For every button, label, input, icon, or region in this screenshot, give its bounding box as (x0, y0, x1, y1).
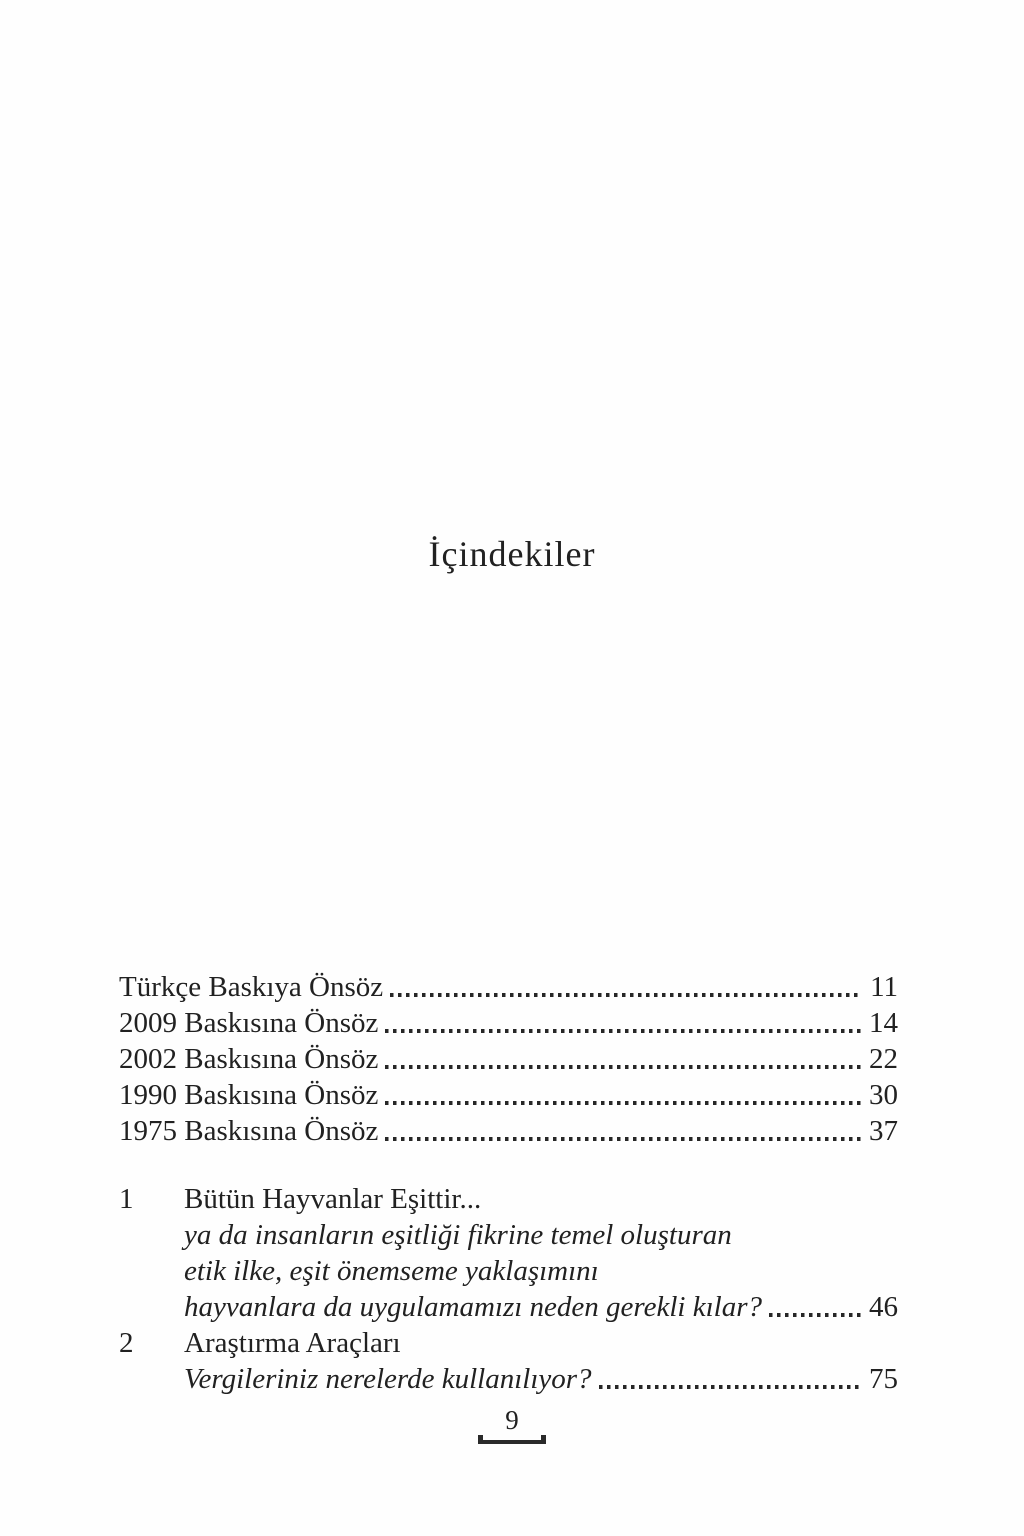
chapter-list (119, 1181, 898, 1397)
toc-entry-page: 30 (869, 1079, 898, 1111)
toc-entry-label: 1975 Baskısına Önsöz (119, 1115, 379, 1147)
chapter-title: Bütün Hayvanlar Eşittir... (184, 1183, 482, 1215)
dotted-leader (385, 1101, 861, 1105)
toc-entry-label: 2002 Baskısına Önsöz (119, 1043, 379, 1075)
chapter-subtitle-text: Vergileriniz nerelerde kullanılıyor? (184, 1363, 592, 1395)
toc-chapter (119, 1181, 898, 1325)
chapter-subtitle-row (119, 1253, 898, 1289)
chapter-subtitle-row (119, 1217, 898, 1253)
chapter-subtitle-lines (119, 1217, 898, 1325)
toc-entry (119, 1041, 898, 1077)
toc-entry-page: 46 (869, 1291, 898, 1323)
chapter-subtitle-text: hayvanlara da uygulamamızı neden gerekli kılar? (184, 1291, 763, 1323)
chapter-number: 1 (119, 1183, 134, 1215)
chapter-subtitle-text: etik ilke, eşit önemseme yaklaşımını (184, 1255, 599, 1287)
page-title: İçindekiler (428, 534, 596, 574)
dotted-leader (385, 1137, 861, 1141)
toc-entry-page: 11 (870, 971, 898, 1003)
dotted-leader (385, 1029, 861, 1033)
toc-chapter (119, 1325, 898, 1397)
chapter-subtitle-row (119, 1361, 898, 1397)
chapter-title-row (119, 1181, 898, 1217)
chapter-number: 2 (119, 1327, 134, 1359)
dotted-leader (390, 993, 862, 997)
chapter-subtitle-lines (119, 1361, 898, 1397)
page-number: 9 (505, 1405, 519, 1435)
chapter-subtitle-text: ya da insanların eşitliği fikrine temel oluşturan (184, 1219, 732, 1251)
dotted-leader (385, 1065, 861, 1069)
toc-entry-page: 14 (869, 1007, 898, 1039)
toc-entry-page: 75 (869, 1363, 898, 1395)
toc-entry-page: 22 (869, 1043, 898, 1075)
toc-entry (119, 1113, 898, 1149)
chapter-title-row (119, 1325, 898, 1361)
chapter-subtitle-row (119, 1289, 898, 1325)
dotted-leader (599, 1385, 861, 1389)
footer-rule (478, 1435, 546, 1444)
table-of-contents (119, 969, 898, 1397)
toc-entry-page: 37 (869, 1115, 898, 1147)
toc-entry-label: 1990 Baskısına Önsöz (119, 1079, 379, 1111)
toc-entry (119, 969, 898, 1005)
toc-entry (119, 1005, 898, 1041)
toc-entry-label: Türkçe Baskıya Önsöz (119, 971, 384, 1003)
dotted-leader (769, 1313, 861, 1317)
toc-entry (119, 1077, 898, 1113)
toc-entry-label: 2009 Baskısına Önsöz (119, 1007, 379, 1039)
chapter-title: Araştırma Araçları (184, 1327, 401, 1359)
front-matter-list (119, 969, 898, 1149)
page-footer (0, 1405, 1024, 1444)
